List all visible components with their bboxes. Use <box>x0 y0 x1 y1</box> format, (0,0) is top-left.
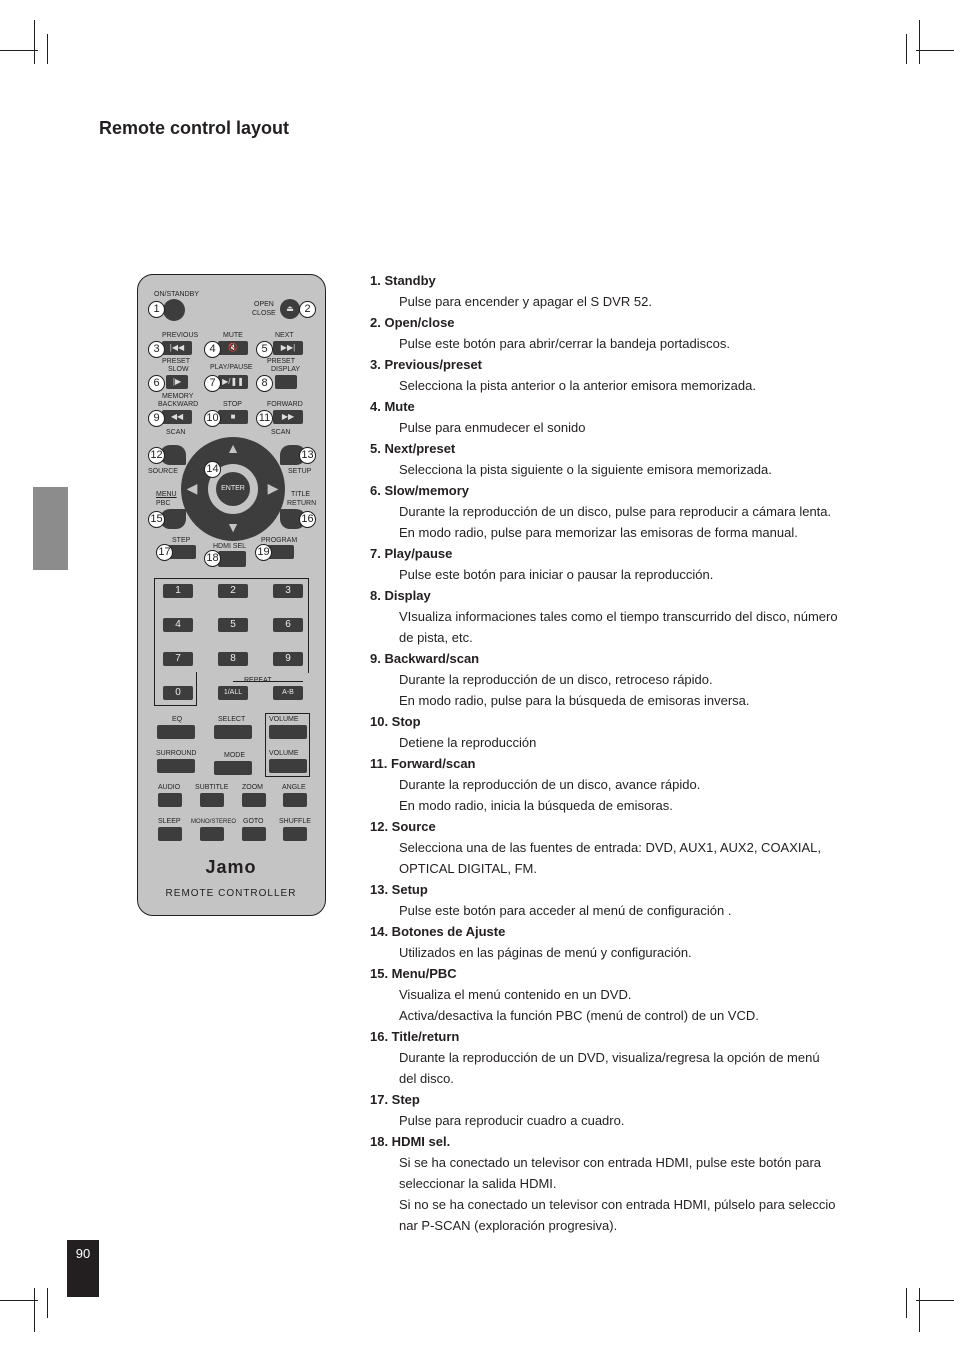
backward-icon: ◀◀ <box>170 412 184 421</box>
remote-controller-label: REMOTE CONTROLLER <box>165 888 297 899</box>
backward-button <box>162 410 192 424</box>
sleep-label: SLEEP <box>158 818 181 825</box>
left-arrow-icon: ◀ <box>186 480 198 496</box>
display-label: DISPLAY <box>271 366 301 373</box>
right-arrow-icon: ▶ <box>267 480 279 496</box>
item-description-line: Pulse este botón para abrir/cerrar la bandeja portadiscos. <box>399 336 730 351</box>
item-title: 18. HDMI sel. <box>370 1134 451 1149</box>
item-description-line: Si no se ha conectado un televisor con entrada HDMI, púlselo para seleccio <box>399 1197 836 1212</box>
shuffle-button <box>283 827 307 841</box>
eject-button <box>280 299 300 319</box>
select-button <box>214 725 252 739</box>
callout-11: 11 <box>256 410 273 427</box>
keypad-key-9: 9 <box>273 652 303 666</box>
open-label: OPEN <box>254 301 274 308</box>
play-pause-label: PLAY/PAUSE <box>210 364 253 371</box>
keypad-key-1: 1 <box>163 584 193 598</box>
volume-down-label: VOLUME <box>269 750 299 757</box>
standby-button <box>163 299 185 321</box>
stop-button <box>218 410 248 424</box>
repeat-label: REPEAT <box>244 677 272 684</box>
eq-label: EQ <box>172 716 183 723</box>
play-pause-button <box>218 375 248 389</box>
item-description-line: Selecciona la pista siguiente o la siguiente emisora memorizada. <box>399 462 772 477</box>
hdmi-sel-label: HDMI SEL <box>213 543 247 550</box>
previous-button <box>162 341 192 355</box>
previous-label: PREVIOUS <box>162 332 199 339</box>
goto-label: GOTO <box>243 818 264 825</box>
up-arrow-icon: ▲ <box>226 440 240 456</box>
item-title: 14. Botones de Ajuste <box>370 924 506 939</box>
item-description-line: Pulse para encender y apagar el S DVR 52. <box>399 294 652 309</box>
keypad-key-0: 0 <box>163 686 193 700</box>
surround-label: SURROUND <box>156 750 197 757</box>
repeat-a-b-button: A-B <box>273 686 303 700</box>
item-description-line: seleccionar la salida HDMI. <box>399 1176 557 1191</box>
item-description-line: Selecciona una de las fuentes de entrada: DVD, AUX1, AUX2, COAXIAL, <box>399 840 822 855</box>
goto-button <box>242 827 266 841</box>
keypad-key-5: 5 <box>218 618 248 632</box>
subtitle-button <box>200 793 224 807</box>
callout-16: 16 <box>299 511 316 528</box>
next-label: NEXT <box>275 332 294 339</box>
item-title: 10. Stop <box>370 714 421 729</box>
item-description-line: En modo radio, pulse para memorizar las emisoras de forma manual. <box>399 525 798 540</box>
item-title: 17. Step <box>370 1092 420 1107</box>
callout-7: 7 <box>204 375 221 392</box>
item-description-line: Durante la reproducción de un disco, retroceso rápido. <box>399 672 713 687</box>
callout-19: 19 <box>255 544 272 561</box>
item-description-line: Utilizados en las páginas de menú y configuración. <box>399 945 692 960</box>
slow-icon: |▶ <box>172 377 182 386</box>
item-description-line: VIsualiza informaciones tales como el tiempo transcurrido del disco, número <box>399 609 838 624</box>
audio-button <box>158 793 182 807</box>
setup-label: SETUP <box>288 468 312 475</box>
enter-button: ENTER <box>216 472 250 506</box>
play-pause-icon: ▶/❚❚ <box>222 377 244 386</box>
close-label: CLOSE <box>252 310 276 317</box>
callout-14: 14 <box>204 461 221 478</box>
item-description-line: Pulse para reproducir cuadro a cuadro. <box>399 1113 625 1128</box>
callout-3: 3 <box>148 341 165 358</box>
section-tab <box>33 487 68 570</box>
keypad-key-8: 8 <box>218 652 248 666</box>
mode-button <box>214 761 252 775</box>
keypad-key-6: 6 <box>273 618 303 632</box>
audio-label: AUDIO <box>158 784 181 791</box>
forward-label: FORWARD <box>267 401 303 408</box>
select-label: SELECT <box>218 716 246 723</box>
sleep-button <box>158 827 182 841</box>
slow-label: SLOW <box>168 366 189 373</box>
item-description-line: Pulse para enmudecer el sonido <box>399 420 586 435</box>
keypad-key-2: 2 <box>218 584 248 598</box>
item-description-line: Selecciona la pista anterior o la anterior emisora memorizada. <box>399 378 756 393</box>
next-icon: ▶▶| <box>280 343 296 352</box>
down-arrow-icon: ▼ <box>226 519 240 535</box>
item-title: 3. Previous/preset <box>370 357 482 372</box>
callout-15: 15 <box>148 511 165 528</box>
volume-up-button <box>269 725 307 739</box>
forward-icon: ▶▶ <box>281 412 295 421</box>
source-label: SOURCE <box>148 468 178 475</box>
item-description-line: Si se ha conectado un televisor con entrada HDMI, pulse este botón para <box>399 1155 822 1170</box>
item-description-line: OPTICAL DIGITAL, FM. <box>399 861 537 876</box>
backward-label: BACKWARD <box>158 401 199 408</box>
memory-label: MEMORY <box>162 393 194 400</box>
callout-5: 5 <box>256 341 273 358</box>
menu-label: MENU <box>156 491 177 498</box>
return-label: RETURN <box>287 500 317 507</box>
pbc-label: PBC <box>156 500 171 507</box>
item-title: 15. Menu/PBC <box>370 966 457 981</box>
item-title: 9. Backward/scan <box>370 651 480 666</box>
item-description-line: Pulse este botón para iniciar o pausar la reproducción. <box>399 567 714 582</box>
callout-1: 1 <box>148 301 165 318</box>
preset-minus-label: PRESET <box>162 358 191 365</box>
on-standby-label: ON/STANDBY <box>154 291 199 298</box>
repeat-1-all-button: 1/ALL <box>218 686 248 700</box>
callout-10: 10 <box>204 410 221 427</box>
item-description-line: Pulse este botón para acceder al menú de configuración . <box>399 903 732 918</box>
zoom-button <box>242 793 266 807</box>
next-button <box>273 341 303 355</box>
item-description-line: Durante la reproducción de un disco, avance rápido. <box>399 777 701 792</box>
surround-button <box>157 759 195 773</box>
eq-button <box>157 725 195 739</box>
scan-left-label: SCAN <box>166 429 186 436</box>
item-description-line: En modo radio, pulse para la búsqueda de emisoras inversa. <box>399 693 750 708</box>
callout-8: 8 <box>256 375 273 392</box>
item-title: 1. Standby <box>370 273 436 288</box>
keypad-key-3: 3 <box>273 584 303 598</box>
title-label: TITLE <box>291 491 311 498</box>
item-description-line: Durante la reproducción de un DVD, visualiza/regresa la opción de menú <box>399 1050 820 1065</box>
item-title: 5. Next/preset <box>370 441 456 456</box>
item-title: 4. Mute <box>370 399 415 414</box>
keypad-key-4: 4 <box>163 618 193 632</box>
eject-icon: ⏏ <box>286 304 294 313</box>
stop-icon: ■ <box>230 412 236 421</box>
forward-button <box>273 410 303 424</box>
item-description-line: Activa/desactiva la función PBC (menú de control) de un VCD. <box>399 1008 759 1023</box>
mute-icon: 🔇 <box>228 343 238 352</box>
button-description-list <box>370 270 870 1236</box>
item-description-line: de pista, etc. <box>399 630 473 645</box>
zoom-label: ZOOM <box>242 784 263 791</box>
callout-17: 17 <box>156 544 173 561</box>
mono-stereo-button <box>200 827 224 841</box>
keypad-key-7: 7 <box>163 652 193 666</box>
item-title: 6. Slow/memory <box>370 483 469 498</box>
callout-9: 9 <box>148 410 165 427</box>
item-title: 7. Play/pause <box>370 546 453 561</box>
shuffle-label: SHUFFLE <box>279 818 311 825</box>
callout-18: 18 <box>204 550 221 567</box>
page-number: 90 <box>67 1240 99 1297</box>
item-description-line: Visualiza el menú contenido en un DVD. <box>399 987 632 1002</box>
item-description-line: nar P-SCAN (exploración progresiva). <box>399 1218 618 1233</box>
item-title: 8. Display <box>370 588 431 603</box>
item-title: 13. Setup <box>370 882 428 897</box>
item-description-line: En modo radio, inicia la búsqueda de emisoras. <box>399 798 673 813</box>
volume-up-label: VOLUME <box>269 716 299 723</box>
subtitle-label: SUBTITLE <box>195 784 229 791</box>
item-description-line: del disco. <box>399 1071 454 1086</box>
mono-stereo-label: MONO/STEREO <box>191 819 237 825</box>
callout-12: 12 <box>148 447 165 464</box>
stop-label: STOP <box>223 401 242 408</box>
volume-down-button <box>269 759 307 773</box>
item-description-line: Durante la reproducción de un disco, pulse para reproducir a cámara lenta. <box>399 504 832 519</box>
program-label: PROGRAM <box>261 537 298 544</box>
remote-illustration <box>137 274 326 916</box>
callout-2: 2 <box>299 301 316 318</box>
angle-label: ANGLE <box>282 784 306 791</box>
item-description-line: Detiene la reproducción <box>399 735 537 750</box>
angle-button <box>283 793 307 807</box>
item-title: 12. Source <box>370 819 436 834</box>
previous-icon: |◀◀ <box>169 343 185 352</box>
repeat-bracket <box>233 681 303 682</box>
step-label: STEP <box>172 537 191 544</box>
callout-4: 4 <box>204 341 221 358</box>
mute-button <box>218 341 248 355</box>
mode-label: MODE <box>224 752 245 759</box>
preset-plus-label: PRESET <box>267 358 296 365</box>
callout-13: 13 <box>299 447 316 464</box>
page-title: Remote control layout <box>99 118 290 138</box>
item-title: 2. Open/close <box>370 315 455 330</box>
item-title: 16. Title/return <box>370 1029 460 1044</box>
display-button <box>275 375 297 389</box>
mute-label: MUTE <box>223 332 243 339</box>
scan-right-label: SCAN <box>271 429 291 436</box>
hdmi-sel-button <box>218 551 246 567</box>
callout-6: 6 <box>148 375 165 392</box>
brand-logo: Jamo <box>205 857 257 877</box>
item-title: 11. Forward/scan <box>370 756 476 771</box>
slow-button <box>166 375 188 389</box>
